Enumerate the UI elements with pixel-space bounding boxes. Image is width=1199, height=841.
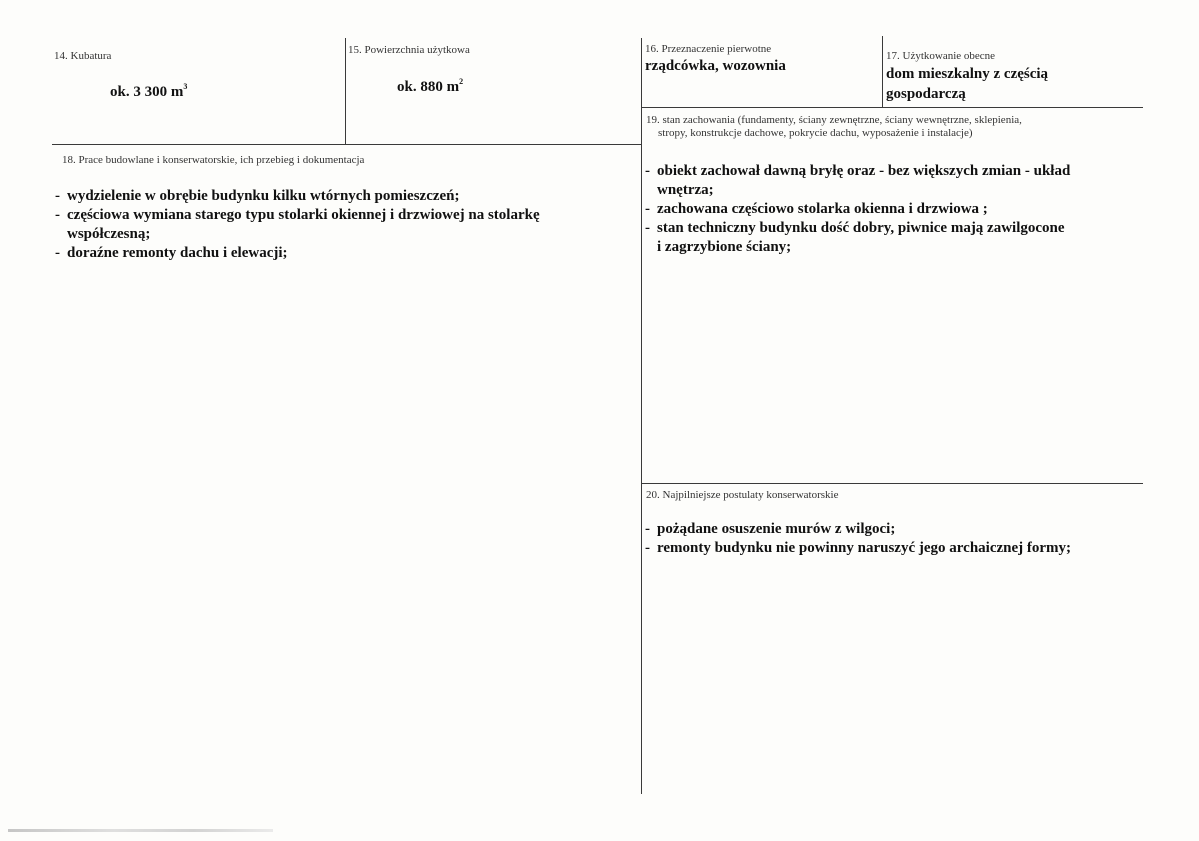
- list-item-text: stan techniczny budynku dość dobry, piwnice mają zawilgocone: [657, 220, 1065, 236]
- field-17-label: 17. Użytkowanie obecne: [886, 50, 996, 62]
- field-20-label: 20. Najpilniejsze postulaty konserwatorskie: [646, 489, 839, 501]
- field-14-value-text: ok. 3 300 m: [110, 84, 184, 100]
- list-item-text: obiekt zachował dawną bryłę oraz - bez większych zmian - układ: [657, 163, 1071, 179]
- list-item-continuation: i zagrzybione ściany;: [657, 239, 792, 255]
- field-19-label-line1: 19. stan zachowania (fundamenty, ściany zewnętrzne, ściany wewnętrzne, sklepienia,: [646, 114, 1022, 126]
- list-dash: -: [55, 245, 60, 261]
- divider-14-15: [345, 38, 346, 144]
- field-15-unit-sup: 2: [459, 77, 464, 86]
- field-14-unit-sup: 3: [183, 82, 188, 91]
- list-item-text: częściowa wymiana starego typu stolarki okiennej i drzwiowej na stolarkę: [67, 207, 540, 223]
- field-18-label: 18. Prace budowlane i konserwatorskie, ich przebieg i dokumentacja: [62, 154, 365, 166]
- field-15-value-text: ok. 880 m: [397, 79, 460, 95]
- field-17-value-line1: dom mieszkalny z częścią: [886, 66, 1049, 82]
- list-dash: -: [55, 207, 60, 223]
- list-dash: -: [645, 540, 650, 556]
- field-15-label: 15. Powierzchnia użytkowa: [348, 44, 470, 56]
- list-item-continuation: wnętrza;: [657, 182, 714, 198]
- divider-main-vertical: [641, 38, 642, 794]
- list-dash: -: [55, 188, 60, 204]
- list-item: [645, 539, 1165, 558]
- list-item-text: doraźne remonty dachu i elewacji;: [67, 245, 288, 261]
- list-item: [645, 162, 1140, 200]
- field-19-list: [645, 162, 1140, 257]
- field-19-label-line2: stropy, konstrukcje dachowe, pokrycie dachu, wyposażenie i instalacje): [658, 127, 973, 139]
- list-item: [645, 200, 1140, 219]
- list-item: [645, 219, 1140, 257]
- divider-right-header: [641, 107, 1143, 108]
- field-17-value-line2: gospodarczą: [886, 86, 966, 102]
- list-item-text: pożądane osuszenie murów z wilgoci;: [657, 521, 896, 537]
- list-dash: -: [645, 521, 650, 537]
- list-item-continuation: współczesną;: [67, 226, 151, 242]
- list-item-text: wydzielenie w obrębie budynku kilku wtórnych pomieszczeń;: [67, 188, 460, 204]
- divider-left-header: [52, 144, 642, 145]
- field-15-value: [397, 79, 463, 96]
- field-14-value: [110, 84, 187, 101]
- list-item-text: zachowana częściowo stolarka okienna i drzwiowa ;: [657, 201, 988, 217]
- divider-19-20: [641, 483, 1143, 484]
- scan-edge-smudge: [8, 829, 273, 832]
- list-dash: -: [645, 220, 650, 236]
- field-16-label: 16. Przeznaczenie pierwotne: [645, 43, 772, 55]
- field-14-label: 14. Kubatura: [54, 50, 112, 62]
- list-dash: -: [645, 201, 650, 217]
- list-item: [55, 187, 635, 206]
- list-item: [55, 244, 635, 263]
- list-item: [645, 520, 1165, 539]
- list-item: [55, 206, 635, 244]
- field-18-list: [55, 187, 635, 263]
- divider-16-17: [882, 36, 883, 108]
- field-16-value: rządcówka, wozownia: [645, 58, 786, 74]
- field-20-list: [645, 520, 1165, 558]
- list-item-text: remonty budynku nie powinny naruszyć jego archaicznej formy;: [657, 540, 1072, 556]
- list-dash: -: [645, 163, 650, 179]
